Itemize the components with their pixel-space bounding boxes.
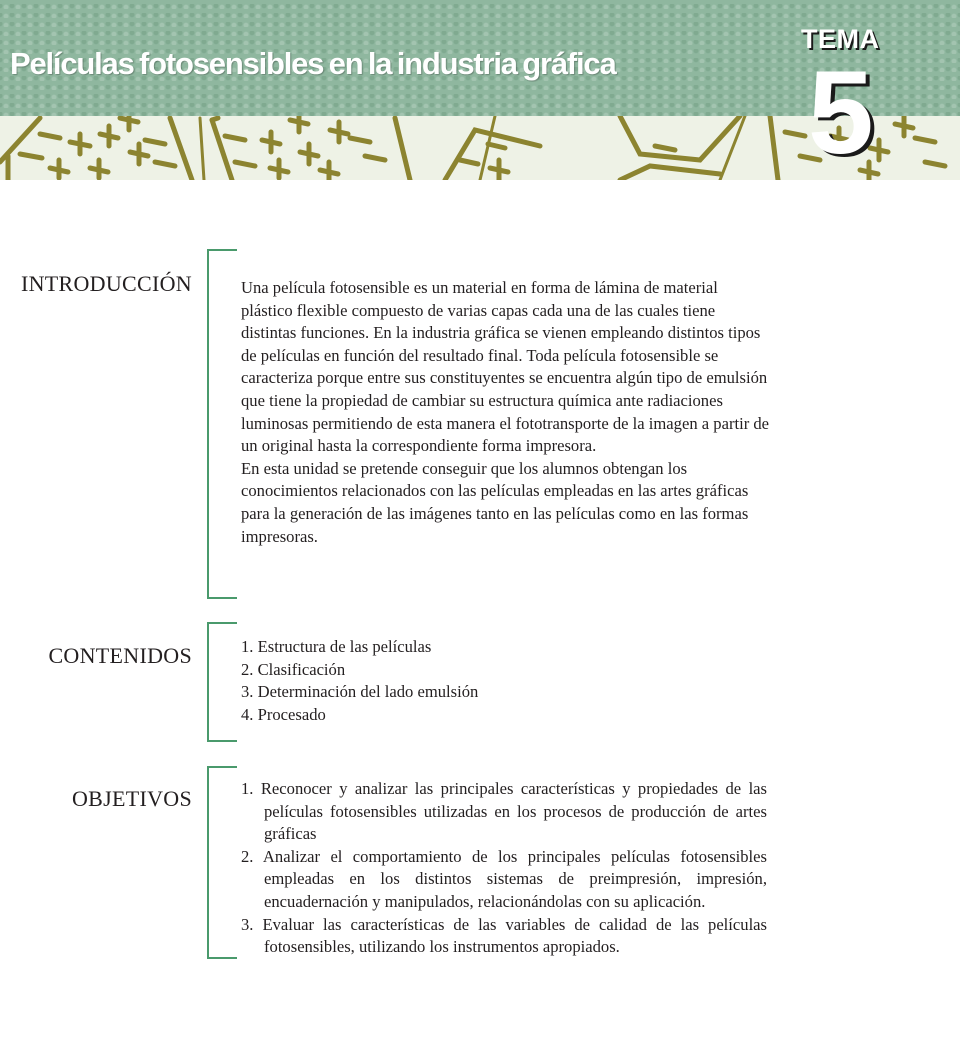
chapter-banner <box>0 0 960 180</box>
section-label-introduccion: INTRODUCCIÓN <box>20 271 192 296</box>
contenidos-item: 2. Clasificación <box>241 659 346 679</box>
introduccion-body <box>241 277 771 548</box>
objetivos-item: 2. Analizar el comportamiento de los principales películas fotosensibles empleadas en los distintos sistemas de preimpresión, impresión, encuadernación y manipulados, relacionándolas con su aplicación. <box>241 846 767 911</box>
introduccion-paragraph: En esta unidad se pretende conseguir que los alumnos obtengan los conocimientos relacionados con las películas empleadas en las artes gráficas para la generación de las imágenes tanto en las películas como en las formas impresoras. <box>241 458 749 546</box>
introduccion-paragraph: Una película fotosensible es un material en forma de lámina de material plástico flexible compuesto de varias capas cada una de las cuales tiene distintas funciones. En la industria gráfica se vienen empleando distintos tipos de películas en función del resultado final. Toda película fotosensible se caracteriza porque entre sus constituyentes se encuentra algún tipo de emulsión que tiene la propiedad de cambiar su estructura química ante radiaciones luminosas permitiendo de esta manera el fototransporte de la imagen a partir de un original hasta la correspondiente forma impresora. <box>241 278 770 456</box>
contenidos-list-wrapper <box>241 636 761 726</box>
objetivos-list <box>241 778 767 959</box>
section-label-objetivos: OBJETIVOS <box>71 786 192 811</box>
contenidos-item: 1. Estructura de las películas <box>241 637 432 656</box>
contenidos-list <box>241 636 761 726</box>
tema-number: 5 <box>808 47 874 179</box>
chapter-title: Películas fotosensibles en la industria gráfica <box>10 46 616 81</box>
section-label-contenidos: CONTENIDOS <box>48 643 192 668</box>
objetivos-item: 3. Evaluar las características de las variables de calidad de las películas fotosensibles, utilizando los instrumentos apropiados. <box>241 914 767 957</box>
section-bracket-introduccion <box>207 249 237 599</box>
objetivos-item: 1. Reconocer y analizar las principales características y propiedades de las películas fotosensibles utilizadas en los procesos de producción de artes gráficas <box>241 779 767 844</box>
objetivos-list-wrapper <box>241 778 767 959</box>
tema-label: TEMA <box>801 24 880 54</box>
contenidos-item: 3. Determinación del lado emulsión <box>241 682 479 702</box>
contenidos-item: 4. Procesado <box>241 704 326 724</box>
section-bracket-objetivos <box>207 766 237 959</box>
section-bracket-contenidos <box>207 622 237 742</box>
